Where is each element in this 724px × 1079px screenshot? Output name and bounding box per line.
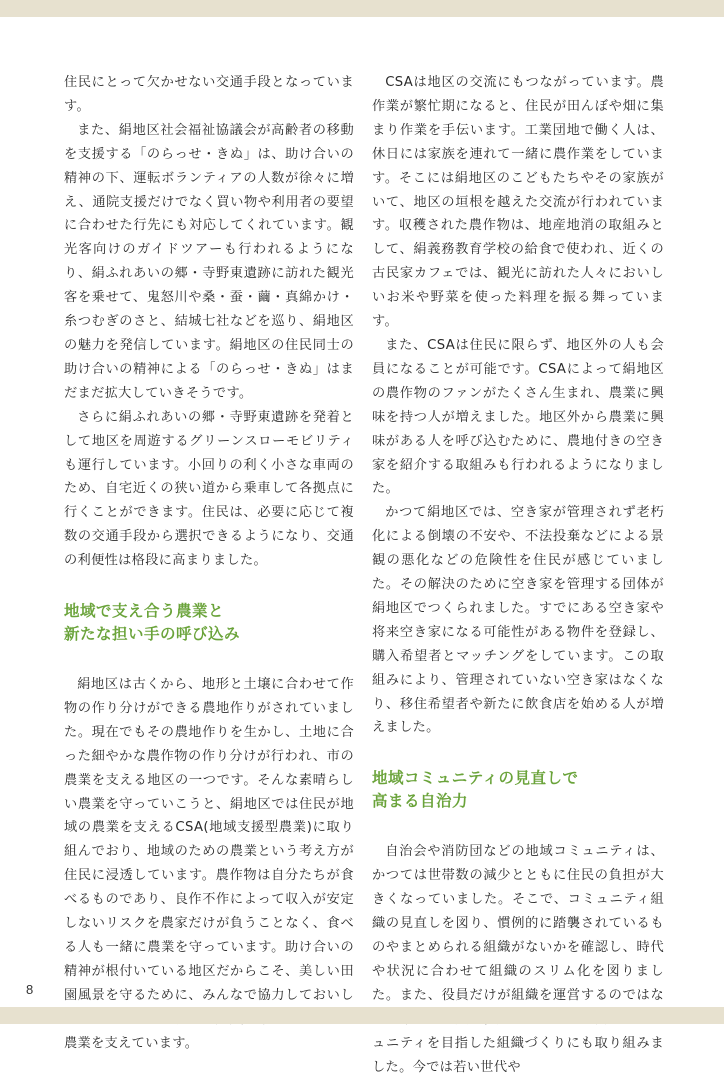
section-heading-community-line2: 高まる自治力 — [372, 792, 469, 811]
bottom-decorative-band — [0, 1007, 724, 1024]
paragraph-continued-transport: 住民にとって欠かせない交通手段となっています。 — [64, 75, 354, 114]
section-heading-agriculture — [64, 600, 354, 646]
section-heading-agriculture-line2: 新たな担い手の呼び込み — [64, 625, 241, 644]
section-heading-community — [372, 767, 664, 813]
left-column — [64, 71, 354, 1056]
paragraph-community-reform: 自治会や消防団などの地域コミュニティは、かつては世帯数の減少とともに住民の負担が大きくなっていました。そこで、コミュニティ組織の見直しを図り、慣例的に踏襲されているものやまとめられる組織がないかを確認し、時代や状況に合わせて組織のスリム化を図りました。また、役員だけが組織を運営するのではな ュニティを目指した組織づくりにも取り組みました。今では若い世代や — [372, 844, 664, 1075]
paragraph-csa-exchange: CSAは地区の交流にもつながっています。農作業が繁忙期になると、住民が田んぼや畑に集まり作業を手伝います。工業団地で働く人は、休日には家族を連れて一緒に農作業をしています。そこには絹地区のこどもたちやその家族がいて、地区の垣根を越えた交流が行われています。収穫された農作物は、地産地消の取組みとして、絹義務教育学校の給食で使われ、近くの古民家カフェでは、観光に訪れた人々においしいお米や野菜を使った料理を振る舞っています。 — [372, 75, 664, 330]
top-decorative-band — [0, 0, 724, 17]
paragraph-norasse-kinu: また、絹地区社会福祉協議会が高齢者の移動を支援する「のらっせ・きぬ」は、助け合いの精神の下、運転ボランティアの人数が徐々に増え、通院支援だけでなく買い物や利用者の要望に合わせた行先にも対応してくれています。観光客向けのガイドツアーも行われるようになり、絹ふれあいの郷・寺野東遺跡に訪れた観光客を乗せて、鬼怒川や桑・蚕・繭・真綿かけ・糸つむぎのさと、結城七社などを巡り、絹地区の魅力を発信しています。絹地区の住民同士の助け合いの精神による「のらっせ・きぬ」はまだまだ拡大していきそうです。 — [64, 122, 354, 401]
section-heading-community-line1: 地域コミュニティの見直しで — [372, 769, 579, 788]
paragraph-csa-agriculture: 絹地区は古くから、地形と土壌に合わせて作物の作り分けができる農地作りがされていました。現在でもその農地作りを生かし、土地に合った細やかな農作物の作り分けが行われ、市の農業を支える地区の一つです。そんな素晴らしい農業を守っていこうと、絹地区では住民が地域の農業を支えるCSA(地域支援型農業)に取り組んでおり、地域のための農業という考え方が住民に浸透しています。農作物は自分たちが食べるものであり、良作不作によって収入が安定しないリスクを農家だけが負うことなく、食べる人も一緒に農業を守っています。助け合いの精神が根付いている地区だからこそ、美しい田園風景を守るために、みんなで協力しておいし 農業を支えています。 — [64, 677, 354, 1051]
paragraph-csa-membership: また、CSAは住民に限らず、地区外の人も会員になることが可能です。CSAによって絹地区の農作物のファンがたくさん生まれ、農業に興味を持つ人が増えました。地区外から農業に興味がある人を呼び込むために、農地付きの空き家を紹介する取組みも行われるようになりました。 — [372, 337, 664, 497]
paragraph-vacant-houses: かつて絹地区では、空き家が管理されず老朽化による倒壊の不安や、不法投棄などによる景観の悪化などの危険性を住民が感じていました。その解決のために空き家を管理する団体が絹地区でつくられました。すでにある空き家や将来空き家になる可能性がある物件を登録し、購入希望者とマッチングをしています。この取組みにより、管理されていない空き家はなくなり、移住希望者や新たに飲食店を始める人が増えました。 — [372, 505, 664, 736]
page-number: 8 — [26, 982, 34, 997]
right-column — [372, 71, 664, 1079]
paragraph-green-slow-mobility: さらに絹ふれあいの郷・寺野東遺跡を発着として地区を周遊するグリーンスローモビリティも運行しています。小回りの利く小さな車両のため、自宅近くの狭い道から乗車して各拠点に行くことができます。住民は、必要に応じて複数の交通手段から選択できるようになり、交通の利便性は格段に高まりました。 — [64, 409, 354, 569]
section-heading-agriculture-line1: 地域で支え合う農業と — [64, 602, 225, 621]
